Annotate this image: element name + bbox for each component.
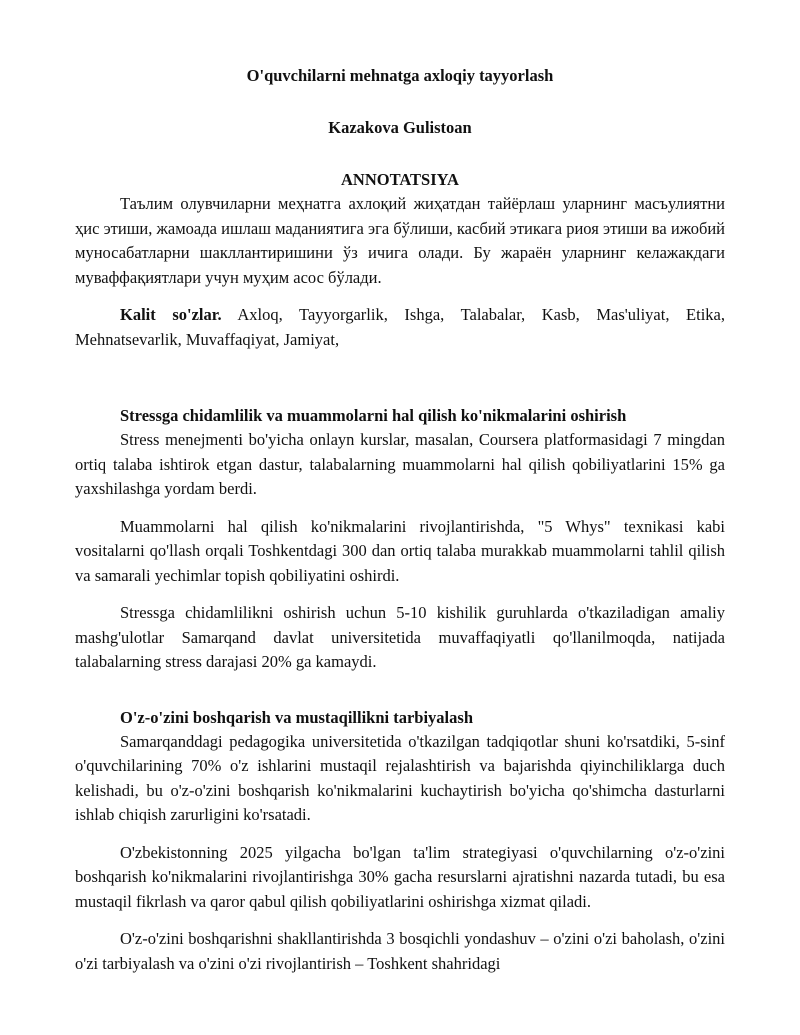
section-paragraph: O'zbekistonning 2025 yilgacha bo'lgan ta'lim strategiyasi o'quvchilarning o'z-o'zini boshqarish ko'nikmalarini rivojlantirishga 30% gacha resurslarni ajratishni nazarda tutadi, bu esa mustaqil fikrlash va qaror qabul qilish qobiliyatlarini oshirishga xizmat qiladi. (75, 842, 725, 911)
section-heading-stress: Stressga chidamlilik va muammolarni hal qilish ko'nikmalarini oshirish (120, 406, 627, 425)
author-name: Kazakova Gulistoan (328, 118, 472, 137)
annotation-paragraph: Таълим олувчиларни меҳнатга ахлоқий жиҳатдан тайёрлаш уларнинг масъулиятни ҳис этиши, жамоада ишлаш маданиятига эга бўлиши, касбий этикага риоя этиши ва ижобий муносабатларни шакллантиришини ўз ичига олади. Бу жараён уларнинг келажакдаги муваффақиятлари учун муҳим асос бўлади. (75, 194, 725, 287)
keywords-label: Kalit so'zlar. (120, 305, 222, 324)
section-paragraph: O'z-o'zini boshqarishni shakllantirishda 3 bosqichli yondashuv – o'zini o'zi baholash, o'zini o'zi tarbiyalash va o'zini o'zi rivojlantirish – Toshkent shahridagi (75, 929, 725, 973)
keywords-paragraph (75, 303, 725, 352)
section-paragraph: Muammolarni hal qilish ko'nikmalarini rivojlantirishda, "5 Whys" texnikasi kabi vositalarni qo'llash orqali Toshkentdagi 300 dan ortiq talaba murakkab muammolarni tahlil qilish va samarali yechimlar topish qobiliyatini oshirdi. (75, 516, 725, 585)
section-paragraph: Stressga chidamlilikni oshirish uchun 5-10 kishilik guruhlarda o'tkaziladigan amaliy mashg'ulotlar Samarqand davlat universitetida muvaffaqiyatli qo'llanilmoqda, natijada talabalarning stress darajasi 20% ga kamaydi. (75, 603, 725, 671)
annotation-heading: ANNOTATSIYA (341, 170, 459, 189)
section-heading-self-management: O'z-o'zini boshqarish va mustaqillikni tarbiyalash (120, 707, 473, 727)
section-paragraph: Stress menejmenti bo'yicha onlayn kurslar, masalan, Coursera platformasidagi 7 mingdan ortiq talaba ishtirok etgan dastur, talabalarning muammolarni hal qilish qobiliyatlarini 15% ga yaxshilashga yordam berdi. (75, 430, 725, 498)
section-paragraph: Samarqanddagi pedagogika universitetida o'tkazilgan tadqiqotlar shuni ko'rsatdiki, 5-sinf o'quvchilarining 70% o'z ishlarini mustaqil rejalashtirish va bajarishda qiyinchiliklarga duch kelishadi, bu o'z-o'zini boshqarish ko'nikmalarini kuchaytirish bo'yicha qo'shimcha dasturlarni ishlab chiqish zarurligini ko'rsatadi. (75, 731, 725, 824)
keywords-list: Axloq, Tayyorgarlik, Ishga, Talabalar, Kasb, Mas'uliyat, Etika, Mehnatsevarlik, Muvaffaqiyat, Jamiyat, (75, 305, 725, 349)
document-title: O'quvchilarni mehnatga axloqiy tayyorlash (246, 66, 554, 85)
